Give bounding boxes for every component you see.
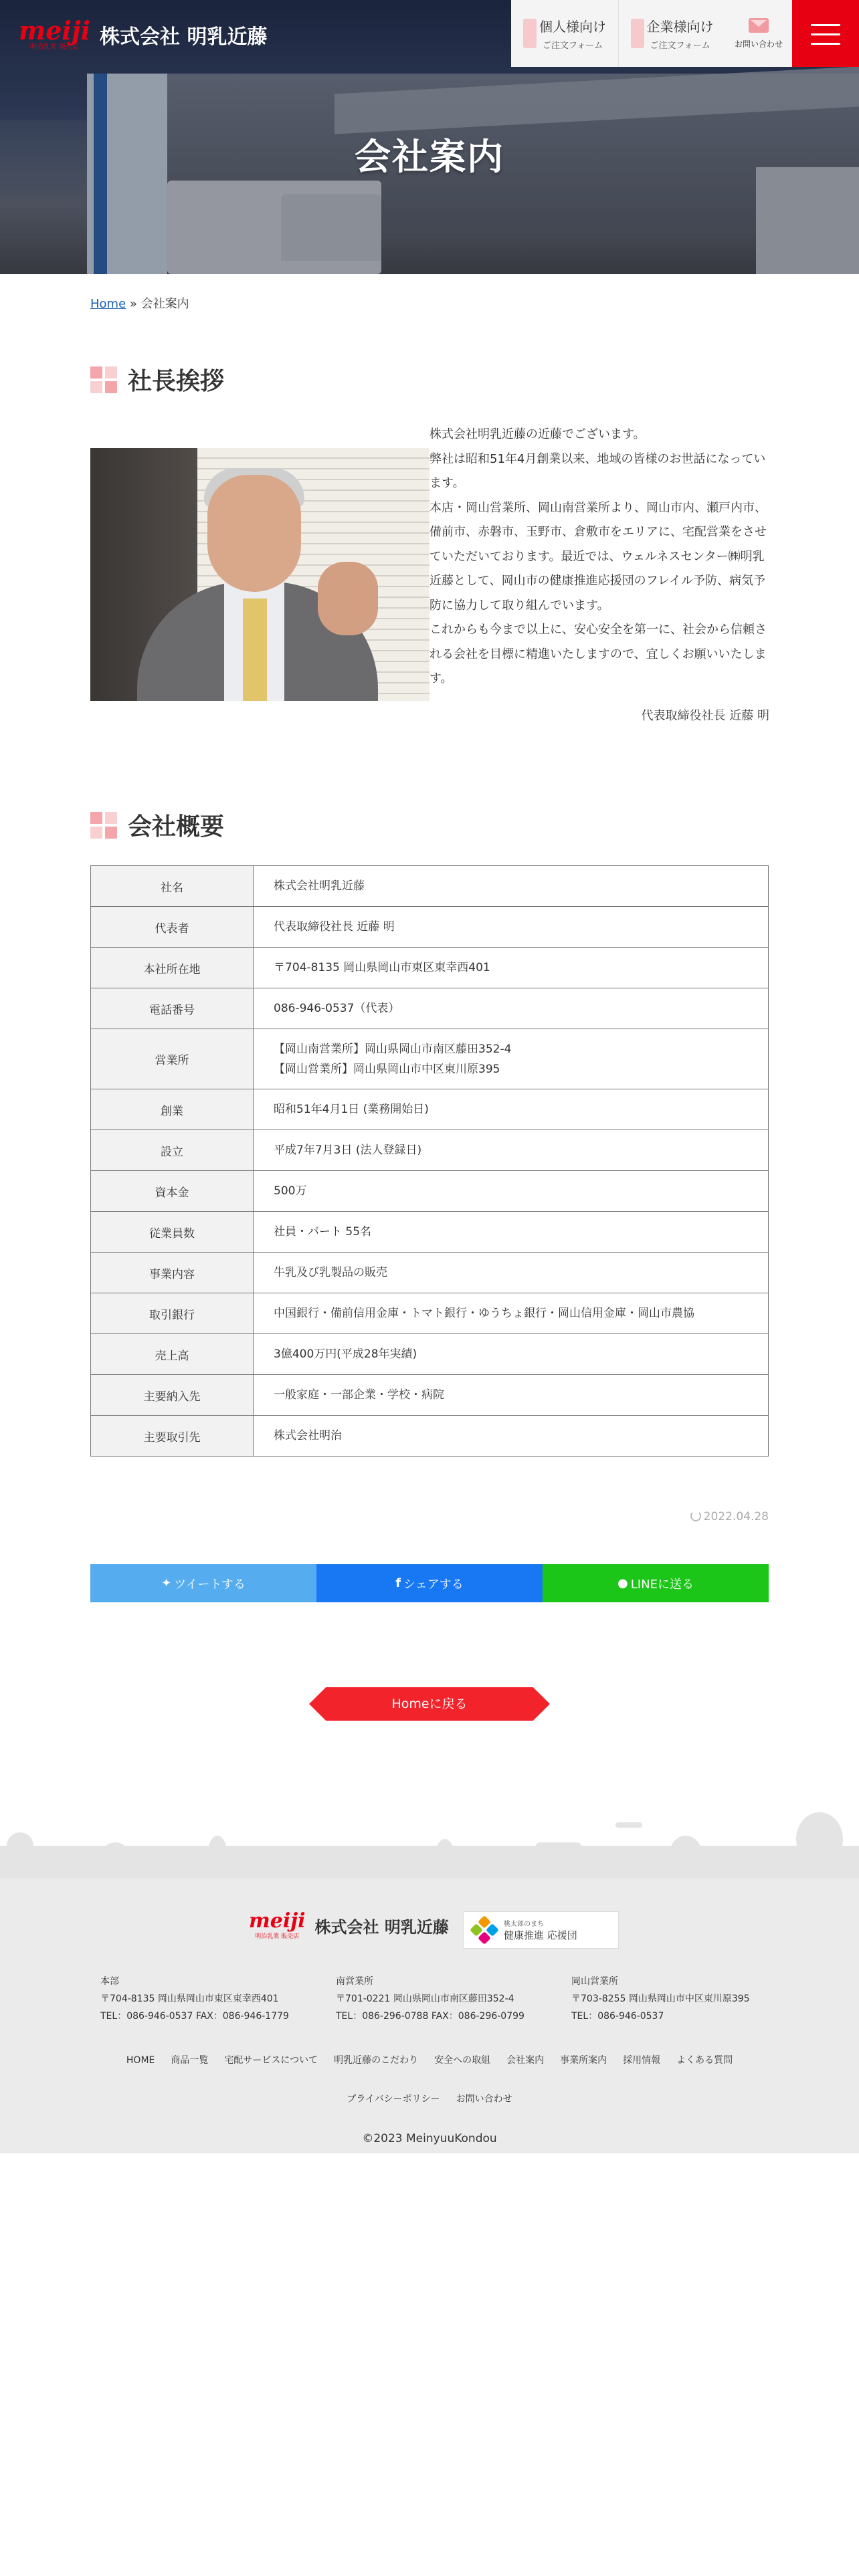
twitter-share-button[interactable] bbox=[90, 1564, 316, 1602]
health-cross-icon bbox=[472, 1917, 497, 1943]
president-photo bbox=[90, 448, 430, 701]
table-value-line: 086-946-0537（代表） bbox=[274, 1002, 400, 1015]
footer-link[interactable]: 安全への取組 bbox=[434, 2055, 491, 2066]
greeting-paragraph: 弊社は昭和51年4月創業以来、地域の皆様のお世話になっています。 bbox=[430, 451, 766, 490]
nav-contact-label: お問い合わせ bbox=[734, 39, 783, 49]
table-value-line: 一般家庭・一部企業・学校・病院 bbox=[274, 1388, 444, 1402]
line-share-label: LINEに送る bbox=[630, 1577, 694, 1592]
footer-link[interactable]: 採用情報 bbox=[623, 2055, 661, 2066]
greeting-paragraph: これからも今まで以上に、安心安全を第一に、社会から信頼される会社を目標に精進いたしますので、宜しくお願いいたします。 bbox=[430, 623, 767, 685]
table-key-cell: 売上高 bbox=[91, 1334, 254, 1375]
footer-link[interactable]: 宅配サービスについて bbox=[224, 2055, 318, 2066]
table-value-cell bbox=[254, 866, 769, 907]
footer-link[interactable]: 会社案内 bbox=[506, 2055, 545, 2066]
table-row bbox=[91, 948, 769, 988]
nav-personal-order-button[interactable] bbox=[511, 0, 618, 67]
refresh-icon bbox=[690, 1511, 701, 1521]
table-value-cell bbox=[254, 1375, 769, 1416]
greeting-paragraph: 本店・岡山営業所、岡山南営業所より、岡山市内、瀬戸内市、備前市、赤磐市、玉野市、倉敷市をエリアに、宅配営業をさせていただいております。最近では、ウェルネスセンター㈱明乳近藤として、岡山市の健康推進応援団のフレイル予防、病気予防に協力して取り組んでいます。 bbox=[430, 500, 767, 613]
table-value-cell bbox=[254, 948, 769, 988]
office-south bbox=[336, 1973, 524, 2025]
office-address: 〒701-0221 岡山県岡山市南区藤田352-4 bbox=[336, 1994, 514, 2004]
table-key-cell: 主要取引先 bbox=[91, 1416, 254, 1457]
back-home-label: Homeに戻る bbox=[391, 1697, 468, 1711]
nav-contact-button[interactable] bbox=[725, 0, 792, 67]
footer-company-name: 株式会社 明乳近藤 bbox=[314, 1918, 449, 1937]
table-value-cell bbox=[254, 1293, 769, 1334]
mail-icon bbox=[749, 18, 769, 33]
table-key-cell: 事業内容 bbox=[91, 1253, 254, 1293]
table-value-line: 株式会社明治 bbox=[274, 1429, 342, 1442]
company-overview-table bbox=[90, 865, 769, 1457]
office-name: 本部 bbox=[100, 1976, 119, 1987]
overview-heading: 会社概要 bbox=[128, 813, 225, 841]
table-value-line: 【岡山営業所】岡山県岡山市中区東川原395 bbox=[274, 1062, 500, 1076]
table-value-line: 500万 bbox=[274, 1184, 307, 1198]
table-value-cell bbox=[254, 1416, 769, 1457]
table-value-cell bbox=[254, 1212, 769, 1253]
table-row bbox=[91, 866, 769, 907]
milk-bottle-icon bbox=[523, 19, 537, 48]
partner-main-text: 健康推進 応援団 bbox=[504, 1929, 577, 1941]
table-key-cell: 社名 bbox=[91, 866, 254, 907]
office-address: 〒704-8135 岡山県岡山市東区東幸西401 bbox=[100, 1994, 279, 2004]
table-value-cell bbox=[254, 988, 769, 1029]
table-row bbox=[91, 1253, 769, 1293]
nav-personal-title: 個人様向け bbox=[539, 19, 606, 35]
site-logo[interactable] bbox=[19, 15, 267, 55]
table-value-line: 〒704-8135 岡山県岡山市東区東幸西401 bbox=[274, 961, 490, 974]
table-value-line: 代表取締役社長 近藤 明 bbox=[274, 920, 395, 934]
share-bar bbox=[90, 1564, 769, 1602]
table-value-line: 社員・パート 55名 bbox=[274, 1225, 372, 1239]
office-tel: TEL：086-296-0788 FAX：086-296-0799 bbox=[336, 2011, 524, 2022]
table-row bbox=[91, 1212, 769, 1253]
table-row bbox=[91, 1089, 769, 1130]
facebook-share-label: シェアする bbox=[403, 1577, 464, 1592]
hamburger-menu-icon bbox=[811, 43, 840, 45]
table-value-cell bbox=[254, 1089, 769, 1130]
twitter-bird-icon: ✦ bbox=[161, 1576, 172, 1590]
greeting-heading: 社長挨拶 bbox=[128, 368, 225, 395]
president-signature: 代表取締役社長 近藤 明 bbox=[641, 709, 769, 723]
footer-link[interactable]: 明乳近藤のこだわり bbox=[334, 2055, 419, 2066]
table-key-cell: 主要納入先 bbox=[91, 1375, 254, 1416]
copyright: ©2023 MeinyuuKondou bbox=[362, 2132, 497, 2145]
table-row bbox=[91, 1375, 769, 1416]
office-tel: TEL：086-946-0537 FAX：086-946-1779 bbox=[100, 2011, 289, 2022]
greeting-text bbox=[430, 423, 769, 691]
footer-nav bbox=[0, 2053, 859, 2066]
nav-business-title: 企業様向け bbox=[646, 19, 714, 35]
meiji-logo bbox=[19, 15, 91, 51]
table-key-cell: 従業員数 bbox=[91, 1212, 254, 1253]
office-address: 〒703-8255 岡山県岡山市中区東川原395 bbox=[571, 1994, 750, 2004]
section-heading-overview bbox=[90, 808, 224, 842]
footer-link[interactable]: HOME bbox=[126, 2055, 155, 2066]
farm-silhouette-decoration bbox=[0, 1806, 859, 1879]
table-value-line: 3億400万円(平成28年実績) bbox=[274, 1348, 417, 1361]
meiji-logo-word: meiji bbox=[19, 15, 91, 45]
footer-link[interactable]: 事業所案内 bbox=[560, 2055, 607, 2066]
hamburger-menu-icon bbox=[811, 33, 840, 35]
hamburger-menu-icon bbox=[811, 24, 840, 26]
facebook-f-icon: f bbox=[395, 1576, 401, 1590]
table-value-line: 株式会社明乳近藤 bbox=[274, 879, 365, 893]
table-row bbox=[91, 1171, 769, 1212]
breadcrumb-current: 会社案内 bbox=[140, 297, 189, 311]
milk-bottle-icon bbox=[631, 19, 644, 48]
greeting-paragraph: 株式会社明乳近藤の近藤でございます。 bbox=[430, 427, 646, 441]
footer-meiji-sub: 明治乳業 販売店 bbox=[255, 1933, 300, 1940]
meiji-logo-sub: 明治乳業 販売店 bbox=[29, 43, 80, 51]
twitter-share-label: ツイートする bbox=[174, 1577, 246, 1592]
table-key-cell: 代表者 bbox=[91, 907, 254, 948]
office-name: 南営業所 bbox=[336, 1976, 373, 1987]
table-value-line: 昭和51年4月1日 (業務開始日) bbox=[274, 1103, 429, 1116]
table-value-line: 平成7年7月3日 (法人登録日) bbox=[274, 1144, 422, 1157]
table-value-line: 【岡山南営業所】岡山県岡山市南区藤田352-4 bbox=[274, 1042, 512, 1056]
office-name: 岡山営業所 bbox=[571, 1976, 618, 1987]
line-share-button[interactable] bbox=[543, 1564, 769, 1602]
partner-small-text: 桃太郎のまち bbox=[504, 1921, 544, 1928]
heading-square-icon bbox=[90, 812, 117, 839]
footer-logo[interactable] bbox=[249, 1911, 449, 1940]
table-key-cell: 営業所 bbox=[91, 1029, 254, 1089]
table-row bbox=[91, 1334, 769, 1375]
health-promotion-banner[interactable] bbox=[463, 1911, 619, 1949]
back-home-button[interactable] bbox=[309, 1687, 550, 1721]
table-value-cell bbox=[254, 1253, 769, 1293]
nav-business-order-button[interactable] bbox=[618, 0, 725, 67]
heading-square-icon bbox=[90, 366, 117, 393]
breadcrumb-separator: » bbox=[129, 297, 137, 311]
updated-date-text: 2022.04.28 bbox=[703, 1510, 769, 1523]
office-okayama bbox=[571, 1973, 750, 2025]
section-heading-greeting bbox=[90, 362, 224, 397]
table-value-line: 牛乳及び乳製品の販売 bbox=[274, 1266, 387, 1279]
breadcrumb bbox=[90, 294, 189, 312]
table-value-cell bbox=[254, 1130, 769, 1171]
footer-link[interactable]: プライバシーポリシー bbox=[347, 2094, 440, 2105]
updated-date bbox=[602, 1510, 769, 1523]
table-row bbox=[91, 1029, 769, 1089]
table-row bbox=[91, 1416, 769, 1457]
footer-link[interactable]: 商品一覧 bbox=[171, 2055, 209, 2066]
table-row bbox=[91, 907, 769, 948]
company-name: 株式会社 明乳近藤 bbox=[100, 25, 268, 49]
table-value-line: 中国銀行・備前信用金庫・トマト銀行・ゆうちょ銀行・岡山信用金庫・岡山市農協 bbox=[274, 1307, 694, 1320]
footer-link[interactable]: よくある質問 bbox=[676, 2055, 733, 2066]
footer-meiji-word: meiji bbox=[249, 1909, 306, 1933]
table-key-cell: 電話番号 bbox=[91, 988, 254, 1029]
table-key-cell: 本社所在地 bbox=[91, 948, 254, 988]
table-row bbox=[91, 1130, 769, 1171]
page-title: 会社案内 bbox=[355, 136, 504, 178]
table-value-cell bbox=[254, 1171, 769, 1212]
table-key-cell: 設立 bbox=[91, 1130, 254, 1171]
office-tel: TEL：086-946-0537 bbox=[571, 2011, 664, 2022]
table-key-cell: 取引銀行 bbox=[91, 1293, 254, 1334]
hamburger-menu-button[interactable] bbox=[792, 0, 859, 67]
breadcrumb-home-link[interactable]: Home bbox=[90, 297, 126, 311]
office-headquarters bbox=[100, 1973, 289, 2025]
line-chat-icon: ● bbox=[617, 1576, 628, 1590]
site-footer bbox=[0, 1878, 859, 2153]
footer-link[interactable]: お問い合わせ bbox=[456, 2094, 512, 2105]
table-value-cell bbox=[254, 1334, 769, 1375]
footer-meiji-logo bbox=[249, 1911, 305, 1940]
nav-personal-sub: ご注文フォーム bbox=[542, 41, 603, 51]
table-row bbox=[91, 988, 769, 1029]
table-key-cell: 創業 bbox=[91, 1089, 254, 1130]
facebook-share-button[interactable] bbox=[316, 1564, 543, 1602]
table-value-cell bbox=[254, 1029, 769, 1089]
table-key-cell: 資本金 bbox=[91, 1171, 254, 1212]
footer-nav-secondary bbox=[0, 2092, 859, 2105]
table-row bbox=[91, 1293, 769, 1334]
table-value-cell bbox=[254, 907, 769, 948]
nav-business-sub: ご注文フォーム bbox=[650, 41, 710, 51]
